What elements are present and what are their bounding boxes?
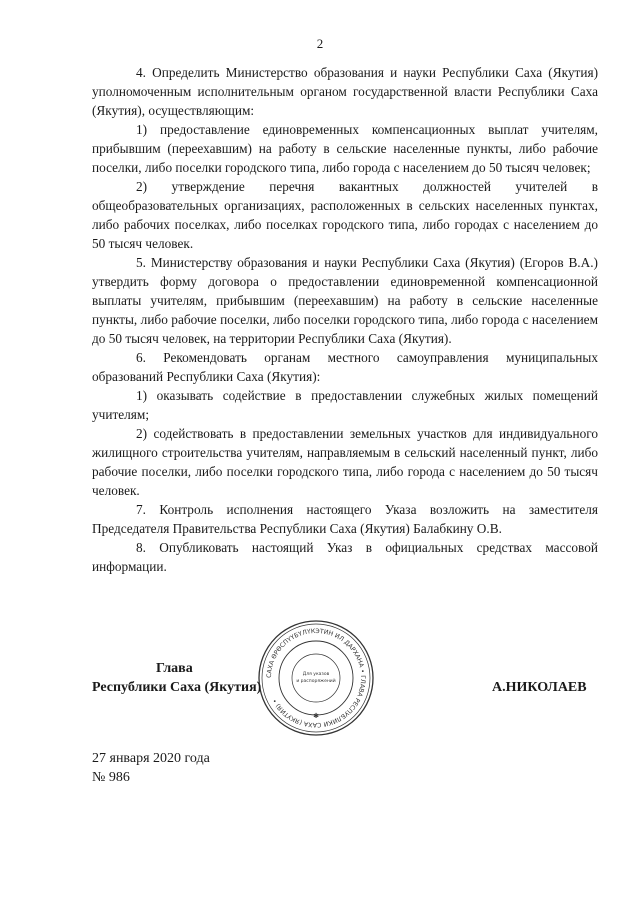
svg-text:Для указов: Для указов [302,672,330,677]
signature-title: Глава [156,661,193,676]
signatory-name: А.НИКОЛАЕВ [492,680,587,695]
paragraph-7: 7. Контроль исполнения настоящего Указа возложить на заместителя Председателя Правительства Республики Саха (Якутия) Балабкину О.В. [92,502,598,536]
paragraph-6-2: 2) содействовать в предоставлении земельных участков для индивидуального жилищного строительства учителям, направляемым в сельский населенный пункт, либо рабочие поселки, либо поселки городского типа, либо города с населением до 50 тысяч человек. [92,426,598,498]
paragraph-5: 5. Министерству образования и науки Республики Саха (Якутия) (Егоров В.А.) утвердить форму договора о предоставлении единовременной компенсационной выплаты учителям, прибывшим (переехавшим) на работу в сельские населенные пункты, либо рабочие поселки, либо поселки городского типа, либо города с населением до 50 тысяч человек, на территории Республики Саха (Якутия). [92,255,598,346]
signature-organization: Республики Саха (Якутия) [92,680,262,695]
svg-text:САХА ӨРӨСПҮҮБҮЛҮКЭТИН ИЛ ДАРХА: САХА ӨРӨСПҮҮБҮЛҮКЭТИН ИЛ ДАРХАНА • ГЛАВА РЕСПУБЛИКИ САХА (ЯКУТИЯ) • [265,627,367,729]
decree-number: № 986 [92,770,130,785]
paragraph-6: 6. Рекомендовать органам местного самоуправления муниципальных образований Республики Саха (Якутия): [92,350,598,384]
paragraph-8: 8. Опубликовать настоящий Указ в официальных средствах массовой информации. [92,540,598,574]
decree-date: 27 января 2020 года [92,751,210,766]
paragraph-4-2: 2) утверждение перечня вакантных должностей учителей в общеобразовательных организациях, расположенных в сельских населенных пунктах, либо рабочих поселках, либо поселках городского типа, либо городах с населением до 50 тысяч человек. [92,179,598,251]
paragraph-6-1: 1) оказывать содействие в предоставлении служебных жилых помещений учителям; [92,388,598,422]
svg-text:и распоряжений: и распоряжений [296,679,336,684]
official-seal-stamp [256,618,376,738]
svg-text:✱: ✱ [313,712,319,720]
paragraph-4: 4. Определить Министерство образования и науки Республики Саха (Якутия) уполномоченным исполнительным органом государственной власти Республики Саха (Якутия), осуществляющим: [92,65,598,118]
paragraph-4-1: 1) предоставление единовременных компенсационных выплат учителям, прибывшим (переехавшим) на работу в сельские населенные пункты, либо рабочие поселки, либо поселки городского типа, либо города с населением до 50 тысяч человек; [92,122,598,175]
decree-body [92,63,598,576]
page-number: 2 [316,36,324,51]
